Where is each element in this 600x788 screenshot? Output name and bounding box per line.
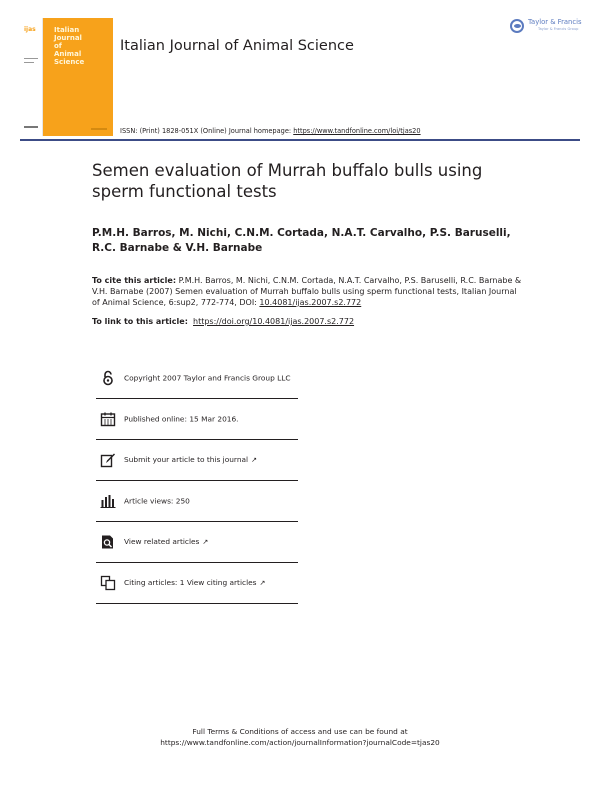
external-link-icon: ↗ (202, 538, 209, 546)
external-link-icon: ↗ (251, 456, 257, 464)
publisher-emblem-icon (510, 19, 524, 33)
list-item-published (96, 399, 298, 440)
citation-block (92, 275, 522, 308)
link-label: To link to this article: (92, 317, 188, 326)
article-views: Article views: 250 (124, 496, 190, 506)
cite-text: P.M.H. Barros, M. Nichi, C.N.M. Cortada, N.A.T. Carvalho, P.S. Baruselli, R.C. Barnabe & V.H. Barnabe (2007) Semen evaluation of Murrah buffalo bulls using sperm functional tests, Italian Journal of Animal Science, 6:sup2, 772-774, DOI: (92, 276, 522, 307)
published-date: Published online: 15 Mar 2016. (124, 414, 239, 424)
open-access-icon (100, 370, 116, 386)
search-document-icon (100, 534, 116, 550)
submit-article-link[interactable]: Submit your article to this journal ↗ (124, 455, 257, 464)
list-item-related[interactable] (96, 522, 298, 563)
article-info-list (96, 358, 298, 604)
external-link-icon: ↗ (259, 579, 266, 587)
publisher-group: Taylor & Francis Group (538, 27, 579, 31)
journal-title: Italian Journal of Animal Science (120, 38, 354, 54)
citing-articles-link[interactable]: Citing articles: 1 View citing articles ↗ (124, 578, 266, 587)
copyright-text: Copyright 2007 Taylor and Francis Group LLC (124, 373, 291, 383)
article-doi-link[interactable]: https://doi.org/10.4081/ijas.2007.s2.772 (193, 317, 355, 326)
journal-homepage-link[interactable]: https://www.tandfonline.com/loi/tjas20 (293, 127, 421, 135)
related-articles-link[interactable]: View related articles ↗ (124, 537, 209, 546)
article-title: Semen evaluation of Murrah buffalo bulls using sperm functional tests (92, 161, 483, 201)
terms-footer (0, 726, 600, 748)
bar-chart-icon (100, 493, 116, 509)
terms-text: Full Terms & Conditions of access and use can be found at (192, 727, 408, 736)
issn-line (120, 127, 421, 135)
journal-logo: ijas (24, 26, 36, 33)
publisher-name: Taylor & Francis (528, 18, 582, 26)
cover-title: Italian Journal of Animal Science (54, 26, 85, 66)
article-link-line (92, 317, 354, 326)
list-item-views (96, 481, 298, 522)
issn-text: ISSN: (Print) 1828-051X (Online) Journal homepage: (120, 127, 292, 135)
list-item-copyright (96, 358, 298, 399)
submit-edit-icon (100, 452, 116, 468)
terms-url-link[interactable]: https://www.tandfonline.com/action/journalInformation?journalCode=tjas20 (160, 738, 440, 747)
list-item-citing[interactable] (96, 563, 298, 604)
journal-cover-image (20, 18, 113, 136)
header-divider (20, 139, 580, 141)
cite-doi-link[interactable]: 10.4081/ijas.2007.s2.772 (259, 298, 362, 307)
cite-label: To cite this article: (92, 276, 177, 285)
article-authors: P.M.H. Barros, M. Nichi, C.N.M. Cortada, N.A.T. Carvalho, P.S. Baruselli, R.C. Barnabe & V.H. Barnabe (92, 227, 511, 254)
calendar-icon (100, 411, 116, 427)
citing-articles-icon (100, 575, 116, 591)
list-item-submit[interactable] (96, 440, 298, 481)
publisher-logo[interactable] (508, 16, 586, 38)
